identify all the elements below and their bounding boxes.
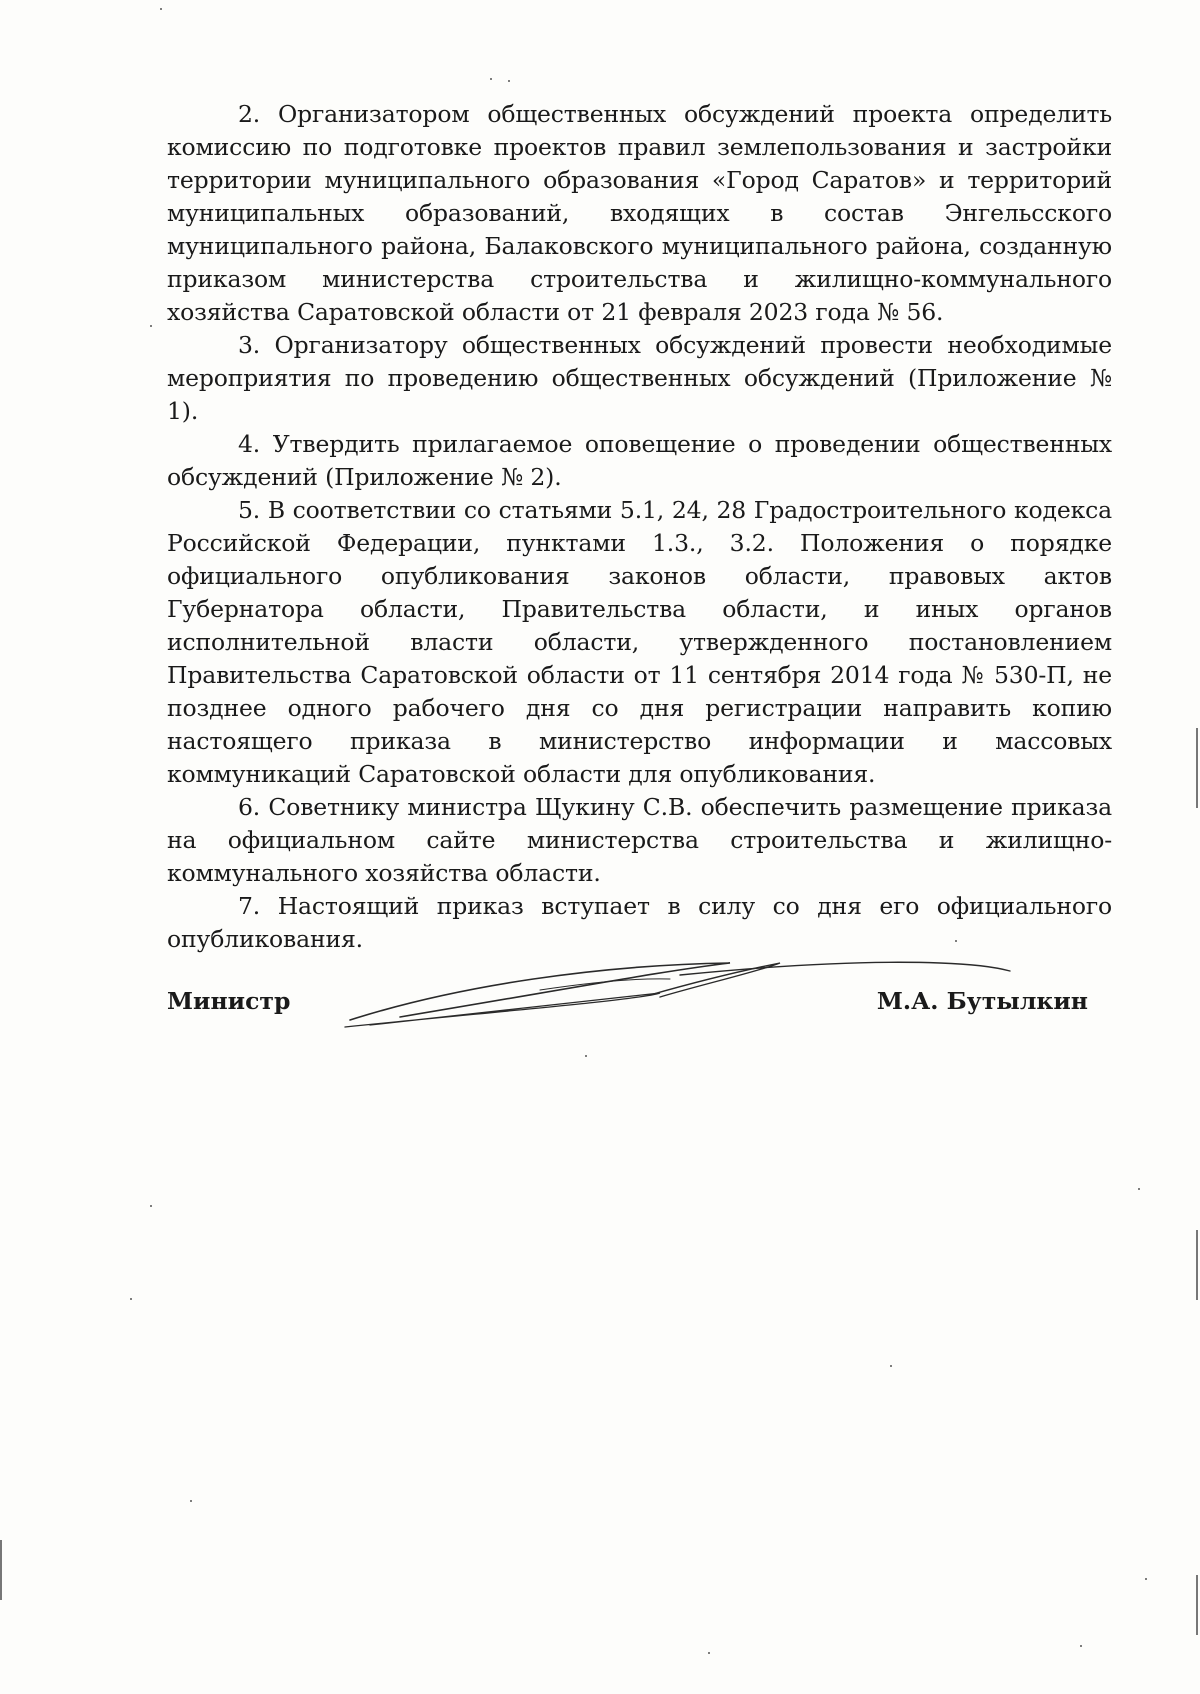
signer-name: М.А. Бутылкин (876, 987, 1088, 1015)
paragraph-6: 6. Советнику министра Щукину С.В. обеспечить размещение приказа на официальном сайте министерства строительства и жилищно-коммунального хозяйства области. (167, 793, 1112, 887)
scan-edge-mark (0, 1540, 2, 1600)
scan-edge-mark (1196, 1230, 1198, 1300)
scan-speck (890, 1365, 892, 1367)
scan-speck (955, 940, 957, 942)
document-body (167, 98, 1112, 956)
scan-speck (1145, 1578, 1147, 1580)
scan-speck (160, 8, 162, 10)
scan-speck (150, 1205, 152, 1207)
scan-speck (1138, 1188, 1140, 1190)
paragraph-4: 4. Утвердить прилагаемое оповещение о проведении общественных обсуждений (Приложение № 2). (167, 430, 1112, 491)
scan-speck (130, 1298, 132, 1300)
scan-edge-mark (1196, 1575, 1198, 1635)
scan-edge-mark (1196, 728, 1198, 808)
scan-speck (490, 78, 492, 80)
paragraph-5: 5. В соответствии со статьями 5.1, 24, 28 Градостроительного кодекса Российской Федерации, пунктами 1.3., 3.2. Положения о порядке официального опубликования законов области, правовых актов Губернатора области, Правительства области, и иных органов исполнительной власти области, утвержденного постановлением Правительства Саратовской области от 11 сентября 2014 года № 530-П, не позднее одного рабочего дня со дня регистрации направить копию настоящего приказа в министерство информации и массовых коммуникаций Саратовской области для опубликования. (167, 496, 1112, 788)
scan-speck (585, 1055, 587, 1057)
scan-speck (150, 325, 152, 327)
scan-speck (508, 80, 510, 82)
paragraph-7: 7. Настоящий приказ вступает в силу со дня его официального опубликования. (167, 892, 1112, 953)
signature-block (167, 985, 1112, 1025)
paragraph-2: 2. Организатором общественных обсуждений проекта определить комиссию по подготовке проектов правил землепользования и застройки территории муниципального образования «Город Саратов» и территорий муниципальных образований, входящих в состав Энгельсского муниципального района, Балаковского муниципального района, созданную приказом министерства строительства и жилищно-коммунального хозяйства Саратовской области от 21 февраля 2023 года № 56. (167, 100, 1112, 326)
signer-title: Министр (167, 987, 291, 1015)
scan-speck (190, 1500, 192, 1502)
paragraph-3: 3. Организатору общественных обсуждений провести необходимые мероприятия по проведению общественных обсуждений (Приложение № 1). (167, 331, 1112, 425)
scan-speck (1080, 1645, 1082, 1647)
scan-speck (708, 1652, 710, 1654)
